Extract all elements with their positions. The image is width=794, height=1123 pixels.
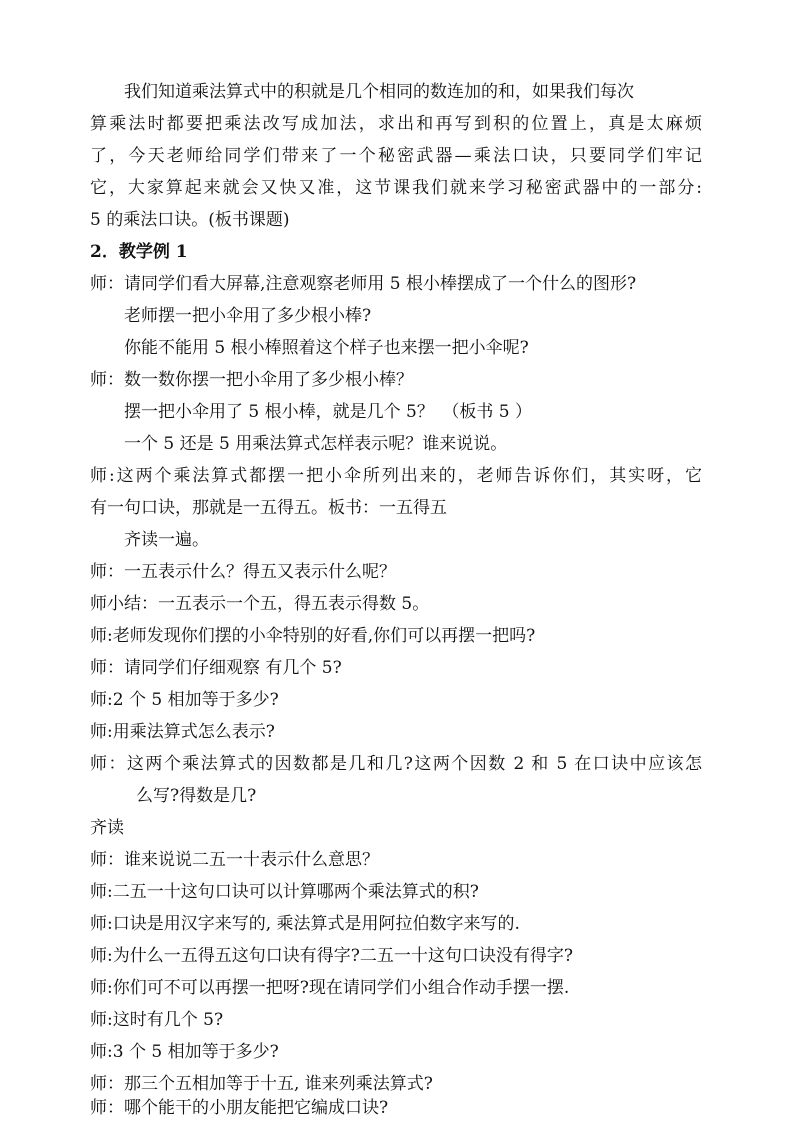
dialogue-line: 师:老师发现你们摆的小伞特别的好看,你们可以再摆一把吗?: [90, 626, 536, 646]
dialogue-line: 师：谁来说说二五一十表示什么意思？: [90, 850, 379, 870]
dialogue-line: 师:这时有几个 5?: [90, 1010, 224, 1030]
dialogue-line: 师:这两个乘法算式都摆一把小伞所列出来的，老师告诉你们，其实呀，它: [90, 466, 702, 486]
dialogue-line: 师：请同学们仔细观察 有几个 5?: [90, 658, 342, 678]
intro-line-1: 我们知道乘法算式中的积就是几个相同的数连加的和，如果我们每次: [124, 82, 634, 102]
dialogue-line: 师：那三个五相加等于十五, 谁来列乘法算式?: [90, 1074, 433, 1094]
dialogue-line: 师:你们可不可以再摆一把呀?现在请同学们小组合作动手摆一摆.: [90, 978, 570, 998]
dialogue-line: 齐读一遍。: [124, 530, 209, 550]
dialogue-line: 么写?得数是几?: [136, 786, 257, 806]
intro-line-3: 了，今天老师给同学们带来了一个秘密武器—乘法口诀，只要同学们牢记: [90, 146, 702, 166]
dialogue-line: 师:二五一十这句口诀可以计算哪两个乘法算式的积?: [90, 882, 479, 902]
dialogue-line: 一个 5 还是 5 用乘法算式怎样表示呢？谁来说说。: [124, 434, 508, 454]
dialogue-line: 师：这两个乘法算式的因数都是几和几?这两个因数 2 和 5 在口诀中应该怎: [90, 754, 702, 774]
dialogue-line: 师小结：一五表示一个五，得五表示得数 5。: [90, 594, 430, 614]
dialogue-line: 师：一五表示什么？得五又表示什么呢？: [90, 562, 396, 582]
dialogue-line: 齐读: [90, 818, 124, 838]
dialogue-line: 师：哪个能干的小朋友能把它编成口诀?: [90, 1098, 389, 1118]
dialogue-line: 老师摆一把小伞用了多少根小棒?: [124, 306, 372, 326]
intro-line-4: 它，大家算起来就会又快又准，这节课我们就来学习秘密武器中的一部分:: [90, 178, 702, 198]
dialogue-line: 师:用乘法算式怎么表示?: [90, 722, 275, 742]
dialogue-line: 你能不能用 5 根小棒照着这个样子也来摆一把小伞呢?: [124, 338, 529, 358]
dialogue-line: 师：数一数你摆一把小伞用了多少根小棒？: [90, 370, 413, 390]
dialogue-line: 师:口诀是用汉字来写的, 乘法算式是用阿拉伯数字来写的.: [90, 914, 520, 934]
dialogue-line: 师：请同学们看大屏幕,注意观察老师用 5 根小棒摆成了一个什么的图形?: [90, 274, 637, 294]
dialogue-line: 摆一把小伞用了 5 根小棒，就是几个 5？ （板书 5 ）: [124, 402, 532, 422]
dialogue-line: 师:2 个 5 相加等于多少?: [90, 690, 279, 710]
intro-line-2: 算乘法时都要把乘法改写成加法，求出和再写到积的位置上，真是太麻烦: [90, 114, 702, 134]
intro-line-5: 5 的乘法口诀。(板书课题): [90, 210, 290, 230]
dialogue-line: 师:为什么一五得五这句口诀有得字?二五一十这句口诀没有得字?: [90, 946, 573, 966]
dialogue-line: 师:3 个 5 相加等于多少?: [90, 1042, 279, 1062]
section-heading: 2．教学例 1: [90, 242, 188, 262]
dialogue-line: 有一句口诀，那就是一五得五。板书：一五得五: [90, 498, 447, 518]
